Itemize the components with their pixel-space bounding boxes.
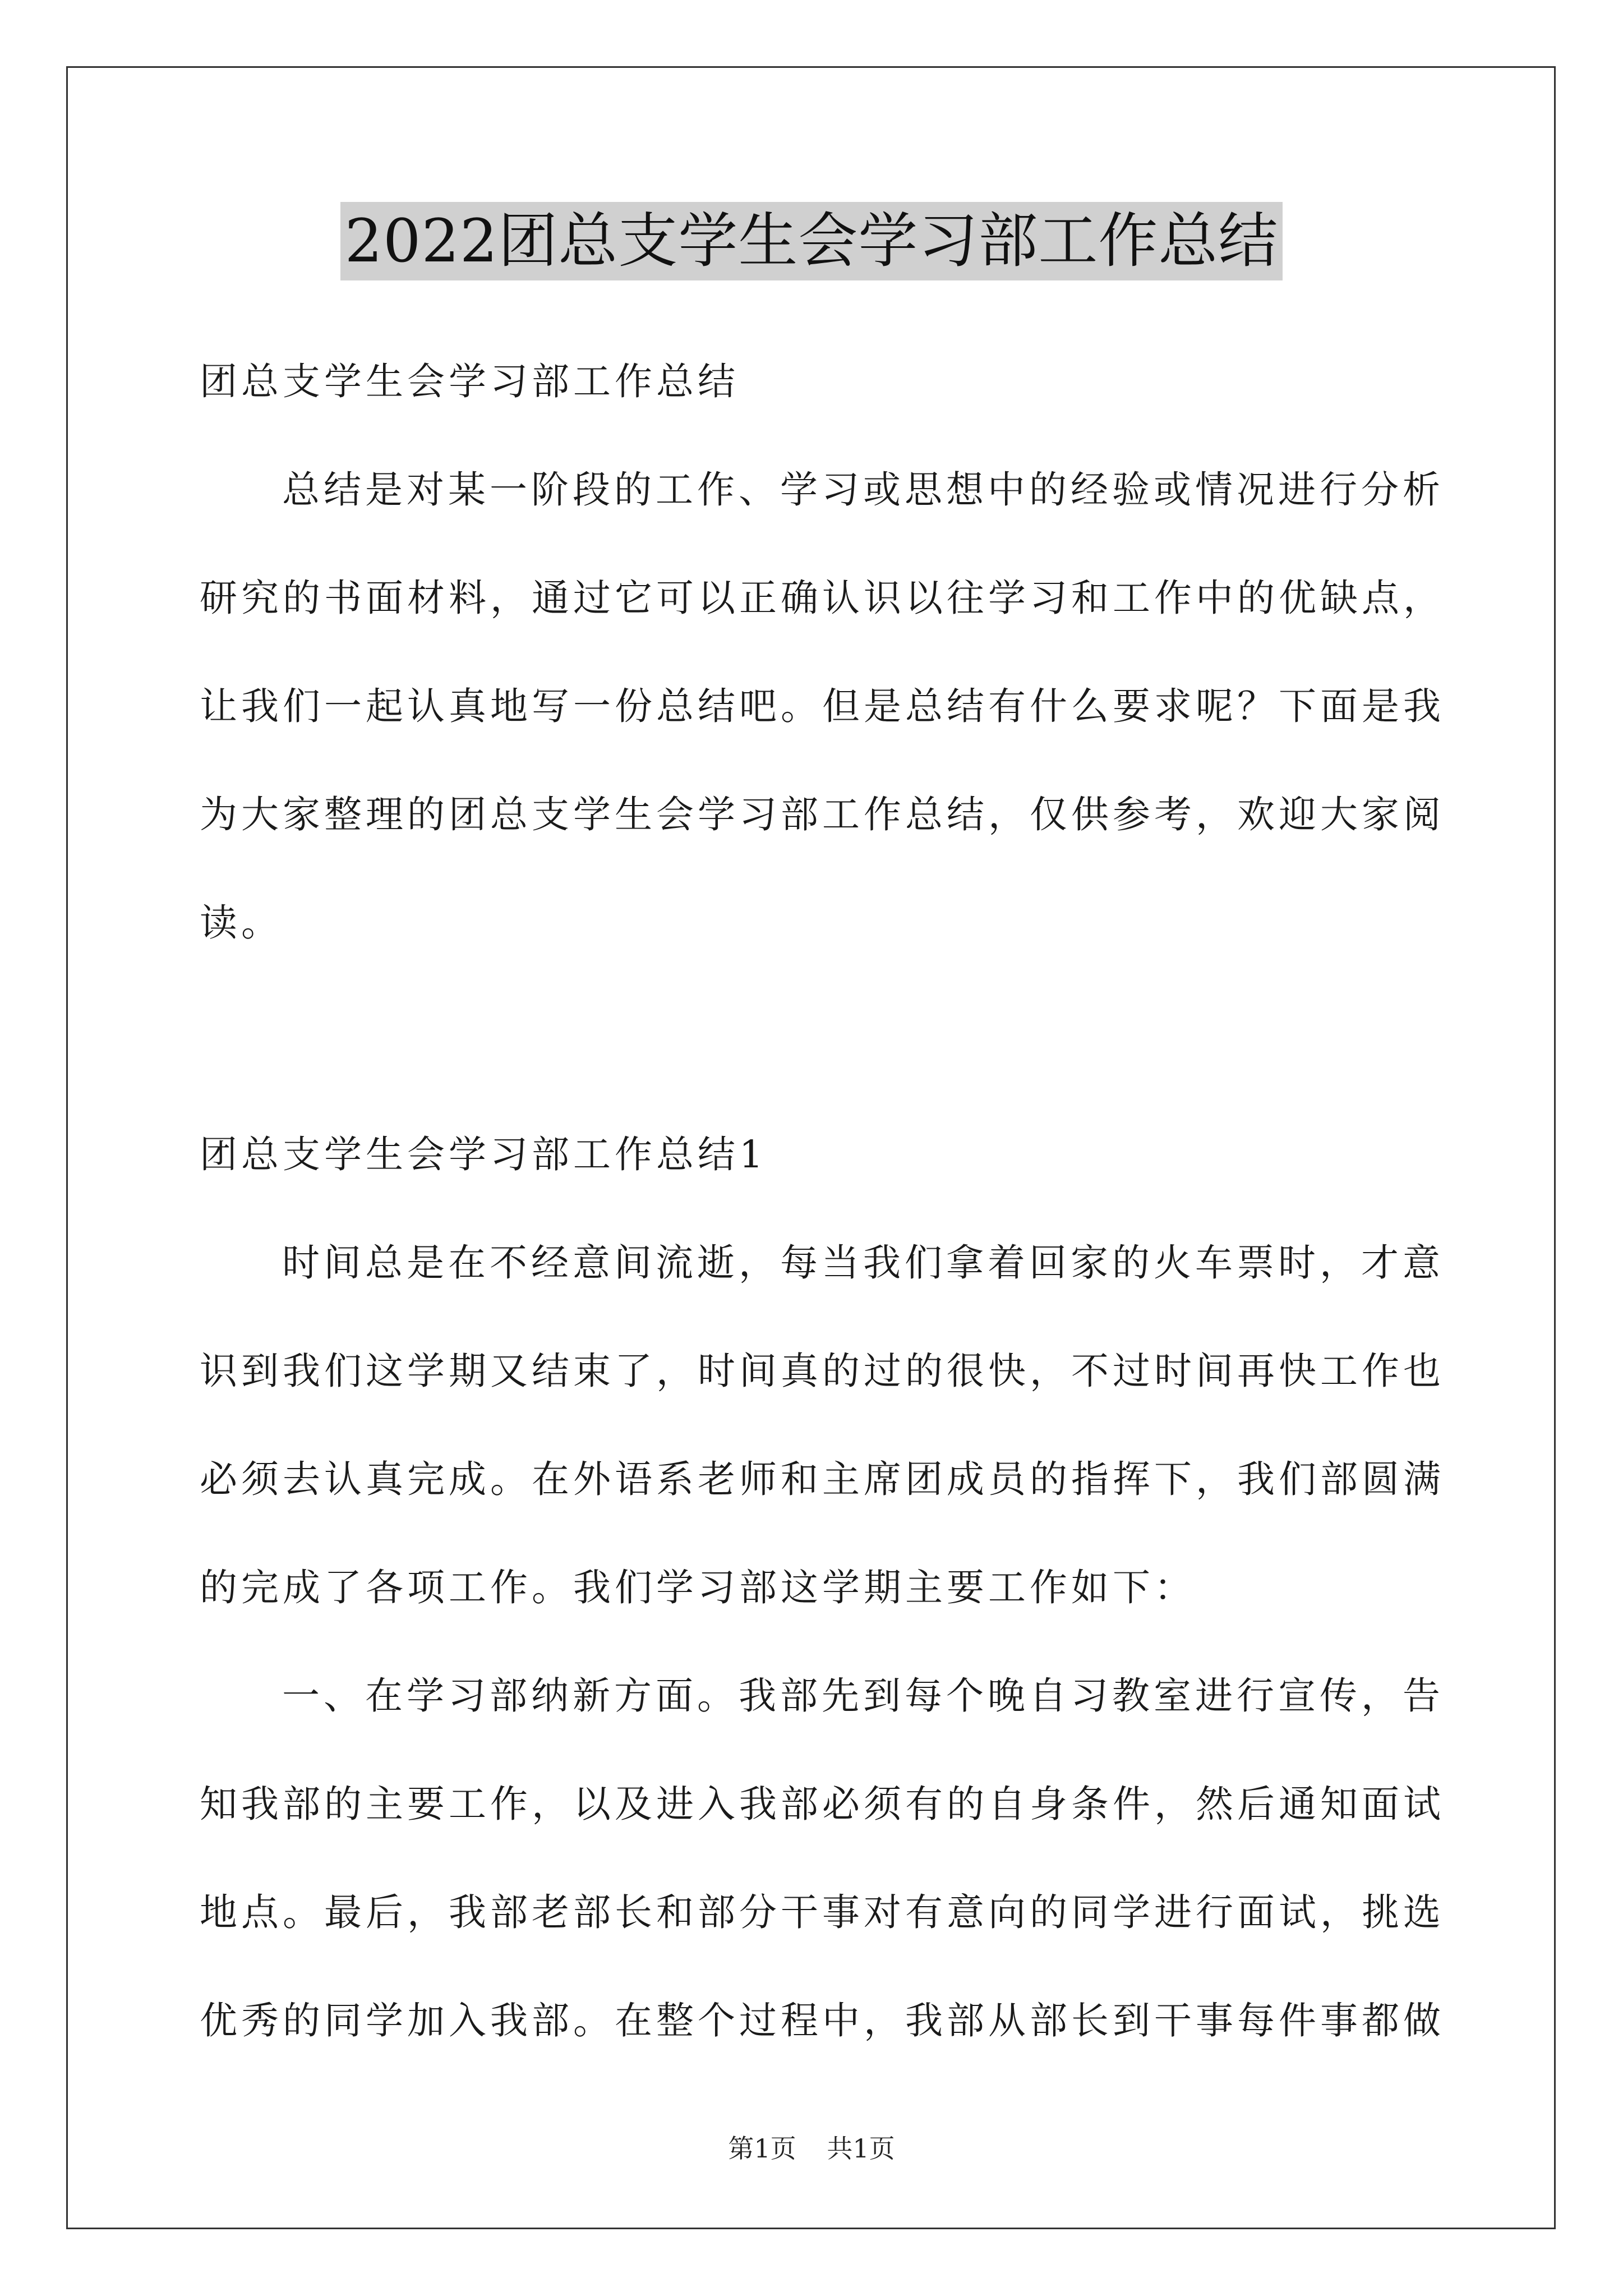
section-heading: 团总支学生会学习部工作总结1 — [200, 1133, 767, 1176]
paragraph-line: 地点。最后，我部老部长和部分干事对有意向的同学进行面试，挑选 — [200, 1890, 1445, 1934]
page-total: 共1页 — [827, 2133, 895, 2164]
subtitle: 团总支学生会学习部工作总结 — [200, 360, 739, 403]
intro-line: 总结是对某一阶段的工作、学习或思想中的经验或情况进行分析 — [282, 468, 1444, 512]
document-body — [200, 348, 1445, 2095]
intro-line: 读。 — [200, 901, 283, 945]
intro-line: 研究的书面材料，通过它可以正确认识以往学习和工作中的优缺点， — [200, 576, 1445, 620]
page-footer — [0, 2132, 1623, 2165]
paragraph-line: 一、在学习部纳新方面。我部先到每个晚自习教室进行宣传，告 — [282, 1674, 1444, 1718]
paragraph-line: 时间总是在不经意间流逝，每当我们拿着回家的火车票时，才意 — [282, 1241, 1444, 1285]
paragraph-line: 的完成了各项工作。我们学习部这学期主要工作如下： — [200, 1566, 1196, 1609]
paragraph-spacer — [200, 997, 1433, 1121]
title-container — [0, 202, 1623, 280]
paragraph-line: 优秀的同学加入我部。在整个过程中，我部从部长到干事每件事都做 — [200, 1999, 1445, 2042]
page-number: 第1页 — [728, 2133, 796, 2164]
document-title: 2022团总支学生会学习部工作总结 — [340, 202, 1283, 280]
paragraph-line: 必须去认真完成。在外语系老师和主席团成员的指挥下，我们部圆满 — [200, 1457, 1445, 1501]
paragraph-line: 知我部的主要工作，以及进入我部必须有的自身条件，然后通知面试 — [200, 1782, 1445, 1826]
intro-line: 让我们一起认真地写一份总结吧。但是总结有什么要求呢？下面是我 — [200, 684, 1445, 728]
paragraph-line: 识到我们这学期又结束了，时间真的过的很快，不过时间再快工作也 — [200, 1349, 1445, 1393]
intro-line: 为大家整理的团总支学生会学习部工作总结，仅供参考，欢迎大家阅 — [200, 793, 1445, 836]
